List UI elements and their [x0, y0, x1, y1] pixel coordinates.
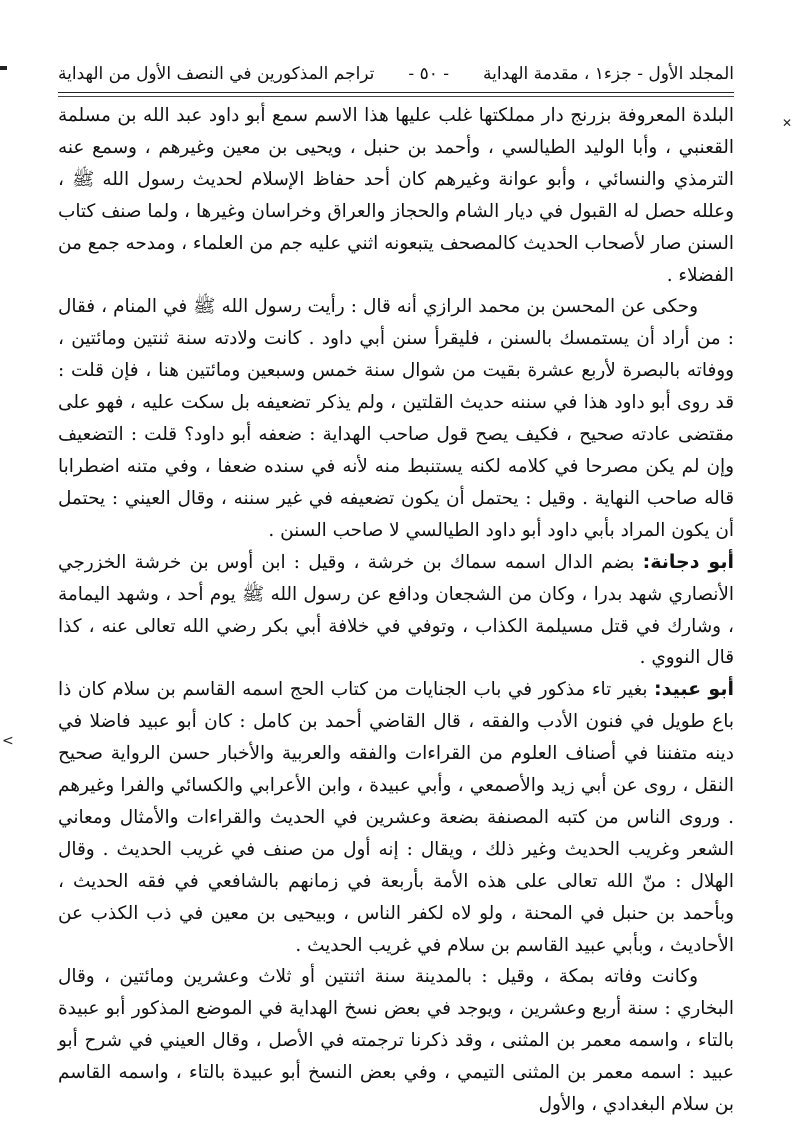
- paragraph-5: [58, 961, 734, 1121]
- entry-term: أبو دجانة:: [642, 550, 734, 573]
- entry-abu-dujana: [58, 547, 734, 675]
- header-volume: المجلد الأول - جزء١ ، مقدمة الهداية: [483, 64, 734, 84]
- header-divider: [58, 96, 734, 97]
- paragraph-1: [58, 100, 734, 291]
- paragraph-text: وحكى عن المحسن بن محمد الرازي أنه قال : رأيت رسول الله ﷺ في المنام ، فقال : من أراد أن يستمسك بالسنن ، فليقرأ سنن أبي داود . كانت ولادته سنة ثنتين ومائتين ، ووفاته بالبصرة لأربع عشرة بقيت من شوال سنة خمس وسبعين ومائتين هنا ، فإن قلت : قد روى أبو داود هذا في سننه حديث القلتين ، ولم يذكر تضعيفه بل سكت عليه ، فهو على مقتضى عادته صحيح ، فكيف يصح قول صاحب الهداية : ضعفه أبو داود؟ قلت : التضعيف وإن لم يكن مصرحا في كلامه لكنه يستنبط منه لأنه في سنده ضعفا ، وفي متنه اضطرابا قاله صاحب النهاية . وقيل : يحتمل أن يكون تضعيفه في غير سننه ، وقال العيني : يحتمل أن يكون المراد بأبي داود أبو داود الطيالسي لا صاحب السنن .: [58, 296, 734, 541]
- paragraph-text: البلدة المعروفة بزرنج دار مملكتها غلب عليها هذا الاسم سمع أبو داود عبد الله بن مسلمة القعنبي ، وأبا الوليد الطيالسي ، وأحمد بن حنبل ، ويحيى بن معين وغيرهم ، وسمع عنه الترمذي والنسائي ، وأبو عوانة وغيرهم كان أحد حفاظ الإسلام لحديث رسول الله ﷺ ، وعلله حصل له القبول في ديار الشام والحجاز والعراق وخراسان وغيرها ، ولما صنف كتاب السنن صار لأصحاب الحديث كالمصحف يتبعونه اثني عليه جم من العلماء ، ومدحه جمع من الفضلاء .: [58, 105, 734, 286]
- paragraph-text: وكانت وفاته بمكة ، وقيل : بالمدينة سنة اثنتين أو ثلاث وعشرين ومائتين ، وقال البخاري : سنة أربع وعشرين ، ويوجد في بعض نسخ الهداية في الموضع المذكور أبو عبيدة بالتاء ، واسمه معمر بن المثنى ، وقد ذكرنا ترجمته في الأصل ، وقال العيني في شرح أبو عبيد : اسمه معمر بن المثنى التيمي ، وفي بعض النسخ أبو عبيدة بالتاء ، واسمه القاسم بن سلام البغدادي ، والأول: [58, 966, 734, 1116]
- scan-mark-left-bottom: <: [2, 733, 14, 749]
- page-number: - ٥٠ -: [408, 64, 449, 84]
- page-body: [58, 100, 734, 1121]
- entry-term: أبو عبيد:: [654, 678, 734, 701]
- header-title: تراجم المذكورين في النصف الأول من الهداية: [58, 64, 375, 84]
- paragraph-2: [58, 291, 734, 546]
- scan-mark-left-top: [0, 66, 7, 70]
- paragraph-text: بغير تاء مذكور في باب الجنايات من كتاب الحج اسمه القاسم بن سلام كان ذا باع طويل في فنون الأدب والفقه ، قال القاضي أحمد بن كامل : كان أبو عبيد فاضلا في دينه متفننا في أصناف العلوم من القراءات والفقه والعربية والأخبار حسن الرواية صحيح النقل ، روى عن أبي زيد والأصمعي ، وأبي عبيدة ، وابن الأعرابي والكسائي والفرا وغيرهم . وروى الناس من كتبه المصنفة بضعة وعشرين في الحديث والقراءات والأمثال ومعاني الشعر وغريب الحديث وغير ذلك ، ويقال : إنه أول من صنف في غريب الحديث . وقال الهلال : منّ الله تعالى على هذه الأمة بأربعة في زمانهم بالشافعي في فقه الحديث ، وبأحمد بن حنبل في المحنة ، ولو لاه لكفر الناس ، وبيحيى بن معين في ذب الكذب عن الأحاديث ، وبأبي عبيد القاسم بن سلام في غريب الحديث .: [58, 679, 734, 956]
- page-header: [58, 56, 734, 93]
- entry-abu-ubaid: [58, 674, 734, 961]
- paragraph-text: بضم الدال اسمه سماك بن خرشة ، وقيل : ابن أوس بن خرشة الخزرجي الأنصاري شهد بدرا ، وكان من الشجعان ودافع عن رسول الله ﷺ يوم أحد ، وشهد اليمامة ، وشارك في قتل مسيلمة الكذاب ، وتوفي في خلافة أبي بكر رضي الله تعالى عنه ، كذا قال النووي .: [58, 551, 734, 669]
- scan-mark-right: ✕: [781, 116, 792, 130]
